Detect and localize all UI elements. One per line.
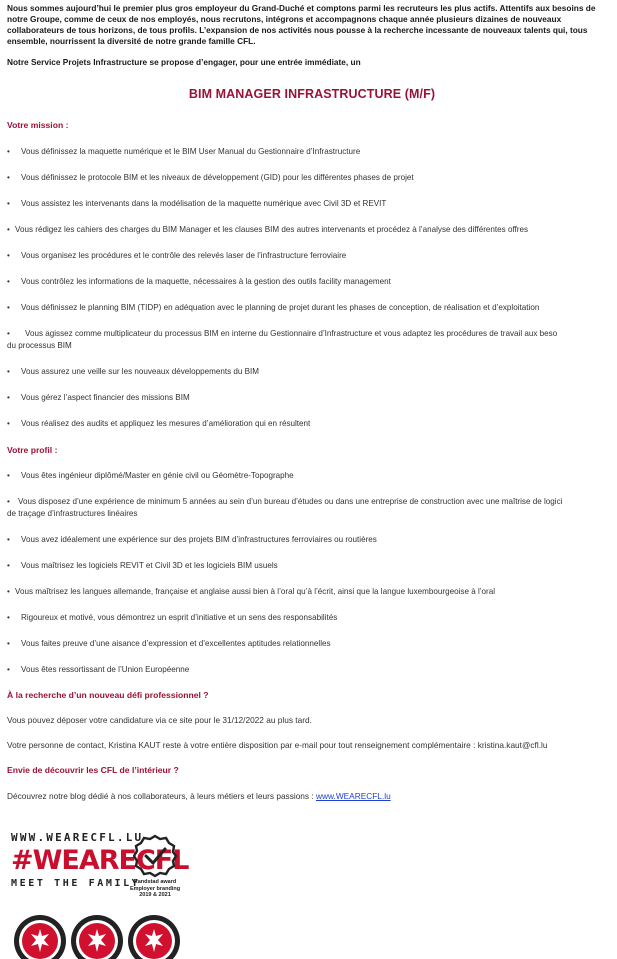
mission-item: • Vous assurez une veille sur les nouveaux développements du BIM [7,367,260,376]
mission-item: • Vous assistez les intervenants dans la modélisation de la maquette numérique avec Civil 3D et REVIT [7,199,387,208]
luxembourg-badges-icon [13,914,193,959]
mission-item: • Vous définissez le protocole BIM et les niveaux de développement (GID) pour les différentes phases de projet [7,173,414,182]
contact-text: Votre personne de contact, Kristina KAUT reste à votre entière disposition par e-mail pour tout renseignement complémentaire : kristina.kaut@cfl.lu [7,740,548,750]
mission-item-continuation: du processus BIM [7,341,72,350]
award-seal-icon [133,834,177,878]
mission-heading: Votre mission : [7,120,69,130]
mission-item: • Vous rédigez les cahiers des charges du BIM Manager et les clauses BIM des autres intervenants et procédez à l’analyse des différentes offres [7,225,529,234]
profil-item: • Rigoureux et motivé, vous démontrez un esprit d’initiative et un sens des responsabilités [7,613,338,622]
engage-sentence: Notre Service Projets Infrastructure se propose d’engager, pour une entrée immédiate, un [7,57,361,67]
mission-item: • Vous définissez la maquette numérique et le BIM User Manual du Gestionnaire d’Infrastructure [7,147,361,156]
logo-tagline: MEET THE FAMILY [11,878,141,889]
intro-paragraph [7,3,617,47]
decouvrir-heading: Envie de découvrir les CFL de l’intérieur ? [7,765,179,775]
intro-line: Nous sommes aujourd’hui le premier plus gros employeur du Grand-Duché et comptons parmi les recruteurs les plus actifs. Attentifs aux besoins de [7,3,596,13]
profil-item: • Vous avez idéalement une expérience sur des projets BIM d’infrastructures ferroviaires ou routières [7,535,377,544]
award-text [128,879,182,899]
profil-item: • Vous faites preuve d’une aisance d’expression et d’excellentes aptitudes relationnelles [7,639,331,648]
recherche-heading: À la recherche d’un nouveau défi professionnel ? [7,690,209,700]
mission-item: • Vous organisez les procédures et le contrôle des relevés laser de l’infrastructure ferroviaire [7,251,347,260]
wearecfl-link[interactable]: www.WEARECFL.lu [316,791,391,801]
award-line: Randstad award [133,879,177,885]
mission-item: • Vous gérez l’aspect financier des missions BIM [7,393,190,402]
logo-hashtag-prefix: #WE [11,845,79,876]
blog-text [7,791,391,801]
profil-heading: Votre profil : [7,445,58,455]
profil-item-continuation: de traçage d’infrastructures linéaires [7,509,138,518]
deadline-text: Vous pouvez déposer votre candidature via ce site pour le 31/12/2022 au plus tard. [7,715,312,725]
job-posting [7,0,617,801]
intro-line: ensemble, nourrissent la diversité de notre grande famille CFL. [7,36,256,46]
intro-line: collaborateurs de tous horizons, de tous profils. L’expansion de nos activités nous pousse à la recherche incessante de nouveaux talents qui, tous [7,25,588,35]
profil-item: • Vous maîtrisez les langues allemande, française et anglaise aussi bien à l’oral qu’à l’écrit, ainsi que la langue luxembourgeoise à l’oral [7,587,496,596]
badges-row [13,914,193,959]
award-line: Employer branding [129,885,181,892]
award-line: 2019 & 2021 [139,892,171,898]
intro-line: notre Groupe, comme de ceux de nos employés, nous recrutons, intégrons et accompagnons chaque année plusieurs dizaines de nouveaux [7,14,562,24]
randstad-award [128,834,182,899]
logo-url-text: WWW.WEARECFL.LU [11,831,144,844]
job-title: BIM MANAGER INFRASTRUCTURE (M/F) [188,87,436,101]
mission-item: • Vous contrôlez les informations de la maquette, nécessaires à la gestion des outils facility management [7,277,391,286]
profil-item: • Vous êtes ressortissant de l’Union Européenne [7,665,190,674]
mission-item: • Vous agissez comme multiplicateur du processus BIM en interne du Gestionnaire d’Infrastructure et vous adaptez les procédures de travail aux beso [7,329,558,338]
profil-item: • Vous maîtrisez les logiciels REVIT et Civil 3D et les logiciels BIM usuels [7,561,278,570]
profil-item: • Vous êtes ingénieur diplômé/Master en génie civil ou Géomètre-Topographe [7,471,294,480]
mission-item: • Vous définissez le planning BIM (TIDP) en adéquation avec le planning de projet durant les phases de conception, de réalisation et d’exploitation [7,303,540,312]
logo-hashtag-brand: ARECFL [78,845,189,876]
profil-item: • Vous disposez d’une expérience de minimum 5 années au sein d’un bureau d’études ou dans une entreprise de construction avec une maîtrise de logici [7,497,563,506]
blog-text-label: Découvrez notre blog dédié à nos collaborateurs, à leurs métiers et leurs passions : [7,791,316,801]
mission-item: • Vous réalisez des audits et appliquez les mesures d’amélioration qui en résultent [7,419,311,428]
